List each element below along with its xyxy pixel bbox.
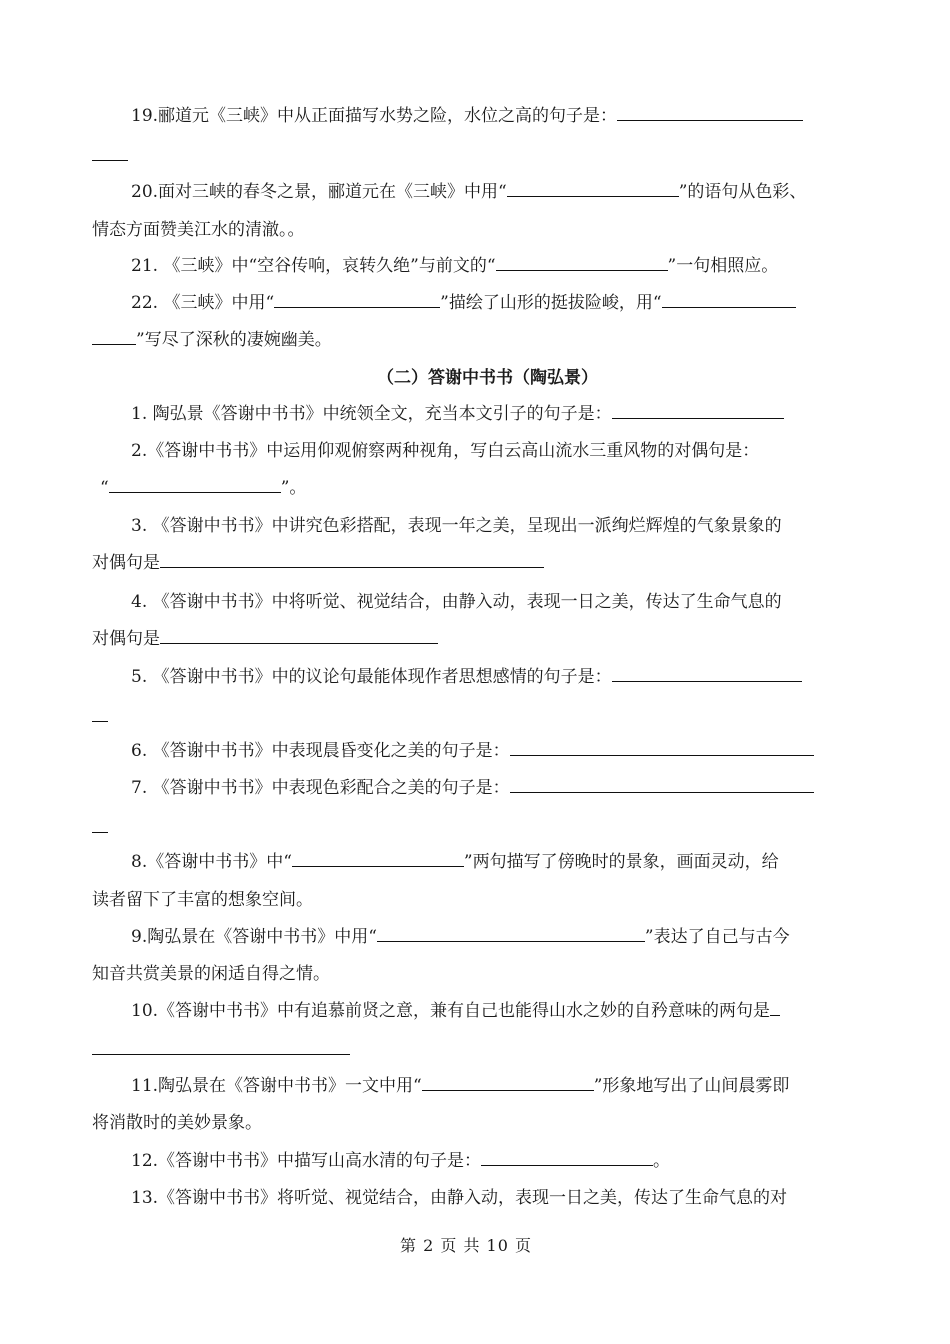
question-12 <box>131 1149 670 1173</box>
question-7-continuation <box>92 816 108 840</box>
answer-blank[interactable] <box>92 144 128 161</box>
question-8-text: 8.《答谢中书书》中“ <box>131 852 292 872</box>
question-13: 13.《答谢中书书》将听觉、视觉结合，由静入动，表现一日之美，传达了生命气息的对 <box>131 1188 788 1208</box>
question-20 <box>131 180 806 204</box>
answer-blank[interactable] <box>612 665 802 682</box>
question-4: 4. 《答谢中书书》中将听觉、视觉结合，由静入动，表现一日之美，传达了生命气息的 <box>131 592 782 612</box>
question-2-text-after: ”。 <box>280 478 307 498</box>
question-4-text: 对偶句是 <box>92 629 160 649</box>
answer-blank[interactable] <box>292 850 464 867</box>
answer-blank[interactable] <box>481 1149 653 1166</box>
question-9-text: 9.陶弘景在《答谢中书书》中用“ <box>131 927 377 947</box>
answer-blank[interactable] <box>507 180 679 197</box>
question-12-text: 12.《答谢中书书》中描写山高水清的句子是： <box>131 1151 482 1171</box>
question-5 <box>131 665 802 689</box>
question-6-text: 6. 《答谢中书书》中表现晨昏变化之美的句子是： <box>131 741 510 761</box>
question-4-line2 <box>92 627 438 651</box>
question-19-continuation <box>92 144 128 168</box>
question-3-text: 对偶句是 <box>92 553 160 573</box>
question-20-text: 20.面对三峡的春冬之景，郦道元在《三峡》中用“ <box>131 182 507 202</box>
question-11-text-after: ”形象地写出了山间晨雾即 <box>593 1076 790 1096</box>
question-21-text: 21. 《三峡》中“空谷传响，哀转久绝”与前文的“ <box>131 256 496 276</box>
page-footer: 第 2 页 共 10 页 <box>400 1236 532 1255</box>
question-22 <box>131 291 796 315</box>
question-21-text-after: ”一句相照应。 <box>667 256 779 276</box>
answer-blank[interactable] <box>160 551 544 568</box>
question-3-line2 <box>92 551 544 575</box>
question-11-line2: 将消散时的美妙景象。 <box>92 1113 262 1133</box>
answer-blank[interactable] <box>92 328 136 345</box>
question-20-text-after: ”的语句从色彩、 <box>678 182 807 202</box>
answer-blank[interactable] <box>612 402 784 419</box>
answer-blank[interactable] <box>109 476 281 493</box>
question-12-text-after: 。 <box>653 1151 671 1171</box>
answer-blank[interactable] <box>92 705 108 722</box>
answer-blank[interactable] <box>274 291 440 308</box>
question-11 <box>131 1074 789 1098</box>
question-9-text-after: ”表达了自己与古今 <box>644 927 790 947</box>
answer-blank[interactable] <box>770 999 780 1016</box>
question-9-line2: 知音共赏美景的闲适自得之情。 <box>92 964 330 984</box>
question-1 <box>131 402 784 426</box>
question-22-text: 22. 《三峡》中用“ <box>131 293 275 313</box>
question-5-continuation <box>92 705 108 729</box>
answer-blank[interactable] <box>510 739 814 756</box>
question-9 <box>131 925 790 949</box>
question-2-text: “ <box>100 478 109 498</box>
question-19 <box>131 104 803 128</box>
answer-blank[interactable] <box>377 925 645 942</box>
question-10 <box>131 999 780 1023</box>
question-11-text: 11.陶弘景在《答谢中书书》一文中用“ <box>131 1076 422 1096</box>
question-8-text-after: ”两句描写了傍晚时的景象，画面灵动，给 <box>463 852 779 872</box>
question-7 <box>131 776 814 800</box>
question-5-text: 5. 《答谢中书书》中的议论句最能体现作者思想感情的句子是： <box>131 667 612 687</box>
question-3: 3. 《答谢中书书》中讲究色彩搭配，表现一年之美，呈现出一派绚烂辉煌的气象景象的 <box>131 516 782 536</box>
answer-blank[interactable] <box>662 291 796 308</box>
question-7-text: 7. 《答谢中书书》中表现色彩配合之美的句子是： <box>131 778 510 798</box>
question-22-text-after: ”写尽了深秋的凄婉幽美。 <box>136 330 332 350</box>
answer-blank[interactable] <box>617 104 803 121</box>
question-2-line2 <box>100 476 306 500</box>
question-20-line2: 情态方面赞美江水的清澈。。 <box>92 220 305 240</box>
answer-blank[interactable] <box>510 776 814 793</box>
answer-blank[interactable] <box>160 627 438 644</box>
question-22-line2 <box>92 328 332 352</box>
answer-blank[interactable] <box>422 1074 594 1091</box>
section-title: （二）答谢中书书（陶弘景） <box>377 368 598 388</box>
answer-blank[interactable] <box>92 816 108 833</box>
question-1-text: 1. 陶弘景《答谢中书书》中统领全文，充当本文引子的句子是： <box>131 404 612 424</box>
question-8-line2: 读者留下了丰富的想象空间。 <box>92 890 313 910</box>
question-10-continuation <box>92 1038 350 1062</box>
question-2: 2.《答谢中书书》中运用仰观俯察两种视角，写白云高山流水三重风物的对偶句是： <box>131 441 760 461</box>
question-6 <box>131 739 814 763</box>
answer-blank[interactable] <box>92 1038 350 1055</box>
question-19-text: 19.郦道元《三峡》中从正面描写水势之险，水位之高的句子是： <box>131 106 618 126</box>
question-8 <box>131 850 779 874</box>
question-21 <box>131 254 778 278</box>
question-10-text: 10.《答谢中书书》中有追慕前贤之意，兼有自己也能得山水之妙的自矜意味的两句是 <box>131 1001 771 1021</box>
answer-blank[interactable] <box>496 254 668 271</box>
question-22-text-middle: ”描绘了山形的挺拔险峻，用“ <box>440 293 662 313</box>
